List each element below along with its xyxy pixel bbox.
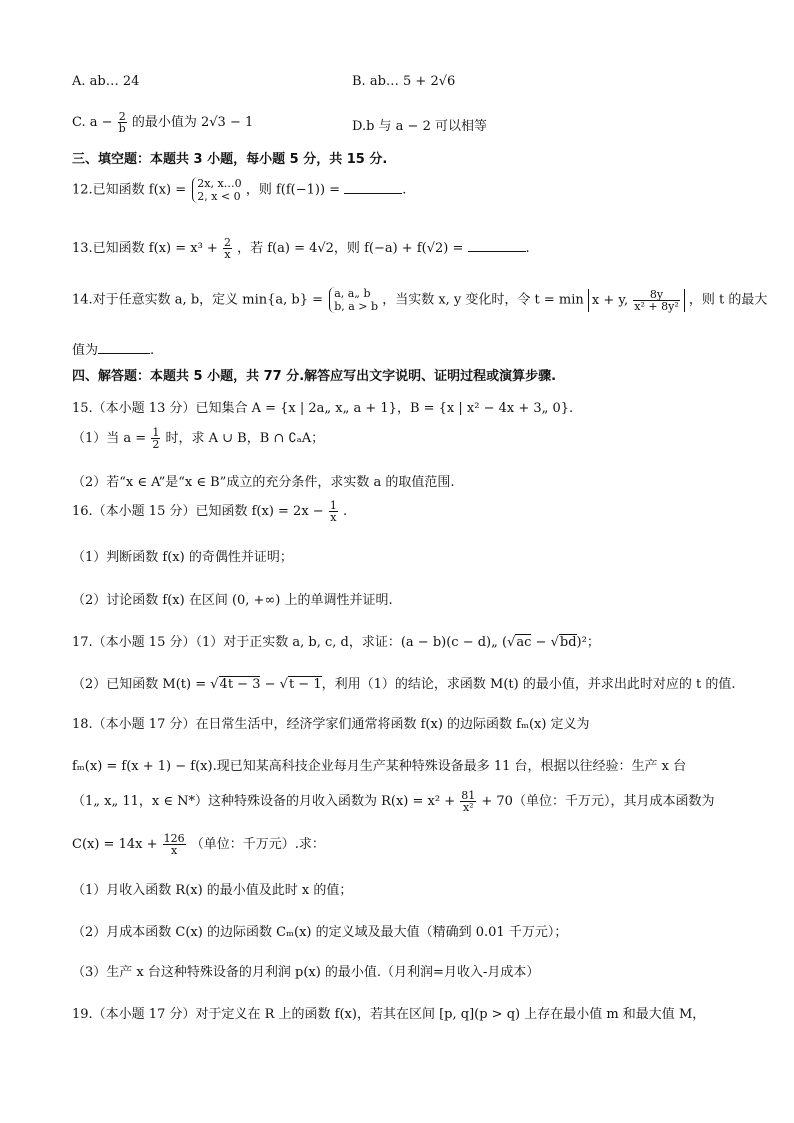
section-3-heading: 三、填空题：本题共 3 小题，每小题 5 分，共 15 分. (72, 152, 388, 167)
frac-denominator: 2 (152, 438, 160, 451)
q12-answer-blank[interactable] (344, 181, 402, 194)
frac-numerator: 1 (329, 499, 337, 512)
question-17-part-2: （2）已知函数 M(t) = √4t − 3 − √t − 1，利用（1）的结论，求函数 M(t) 的最小值，并求出此时对应的 t 的值. (72, 677, 736, 692)
question-16-part-2: （2）讨论函数 f(x) 在区间 (0, +∞) 上的单调性并证明. (72, 593, 393, 608)
q14-fraction (633, 289, 679, 312)
q17-p2-mid: − (260, 677, 280, 692)
question-14 (72, 287, 767, 313)
q14-answer-blank[interactable] (98, 341, 150, 354)
question-15-stem: 15.（本小题 13 分）已知集合 A = {x | 2a„ x„ a + 1}，B = {x | x² − 4x + 3„ 0}. (72, 401, 574, 416)
q14-middle: ，当实数 x, y 变化时，令 t = min (382, 292, 584, 308)
q17-stem-prefix: 17.（本小题 15 分）（1）对于正实数 a, b, c, d，求证：(a − b)(c − d)„ ( (72, 635, 508, 650)
question-18-part-3: （3）生产 x 台这种特殊设备的月利润 p(x) 的最小值.（月利润=月收入-月成本） (72, 965, 540, 980)
frac-numerator: 2 (223, 236, 231, 249)
option-b: B. ab… 5 + 2√6 (352, 74, 456, 89)
q16-stem-prefix: 16.（本小题 15 分）已知函数 f(x) = 2x − (72, 504, 324, 519)
q15-fraction (151, 427, 160, 450)
frac-denominator: x (330, 511, 337, 524)
q14-min-argument (588, 289, 685, 312)
frac-denominator: x (224, 248, 231, 261)
question-13: 13.已知函数 f(x) = x³ + $\frac{2}{x}$ ，若 f(a) = 4√2，则 f(−a) + f(√2) = . (72, 236, 530, 261)
q17-stem-mid: − (531, 635, 551, 650)
question-15-part-1 (72, 427, 324, 450)
question-15-part-2: （2）若“x ∈ A”是“x ∈ B”成立的充分条件，求实数 a 的取值范围. (72, 475, 455, 490)
q18-revenue-fraction (460, 790, 476, 813)
q16-fraction (329, 500, 338, 523)
question-18-line-4 (72, 833, 325, 856)
question-14-line-2: 值为 . (72, 343, 155, 358)
q12-suffix: ，则 f(f(−1)) = (245, 182, 341, 198)
q18-cost-fraction (163, 833, 186, 856)
q16-stem-suffix: . (342, 504, 348, 519)
q14-piecewise (329, 287, 378, 313)
option-c-suffix: 的最小值为 2√3 − 1 (131, 115, 254, 130)
section-4-heading: 四、解答题：本题共 5 小题，共 77 分.解答应写出文字说明、证明过程或演算步骤. (72, 369, 557, 384)
q14-prefix: 14.对于任意实数 a, b，定义 min{a, b} = (72, 292, 324, 308)
option-c-prefix: C. a − (72, 115, 113, 130)
q14-abs-prefix: x + y, (591, 292, 629, 308)
q12-prefix: 12.已知函数 f(x) = (72, 182, 187, 198)
question-17-stem: 17.（本小题 15 分）（1）对于正实数 a, b, c, d，求证：(a − b)(c − d)„ (√ac − √bd)²； (72, 635, 600, 650)
q14-piece-1: a, a„ b (334, 287, 371, 300)
q13-fraction (223, 237, 232, 260)
q17-stem-suffix: )²； (576, 635, 600, 650)
frac-denominator: x (171, 844, 178, 857)
q13-answer-blank[interactable] (468, 239, 526, 252)
frac-numerator: 2 (118, 110, 126, 123)
question-16-stem (72, 500, 347, 523)
frac-denominator: b (118, 122, 126, 135)
question-18-line-1: 18.（本小题 17 分）在日常生活中，经济学家们通常将函数 f(x) 的边际函数 fₘ(x) 定义为 (72, 717, 590, 732)
option-c-fraction (118, 111, 127, 134)
frac-denominator: x² + 8y² (634, 299, 679, 313)
question-18-part-1: （1）月收入函数 R(x) 的最小值及此时 x 的值； (72, 883, 353, 898)
q12-piece-1: 2x, x…0 (197, 177, 242, 190)
option-d: D.b 与 a − 2 可以相等 (352, 119, 487, 134)
question-16-part-1: （1）判断函数 f(x) 的奇偶性并证明； (72, 550, 293, 565)
q14-line2: 值为 (72, 343, 99, 358)
q14-piece-2: b, a > b (334, 300, 379, 313)
q17-p2-prefix: （2）已知函数 M(t) = (72, 677, 211, 692)
frac-numerator: 81 (461, 789, 476, 802)
q17-sqrt-4t-3: 4t − 3 (219, 677, 261, 692)
q12-piecewise (192, 177, 241, 203)
q14-suffix: ，则 t 的最大 (688, 292, 768, 308)
q18-line3-suffix: + 70（单位：千万元），其月成本函数为 (481, 794, 715, 809)
frac-denominator: x² (462, 801, 474, 814)
q12-piece-2: 2, x < 0 (197, 190, 241, 203)
frac-numerator: 126 (163, 832, 185, 845)
q18-line4-prefix: C(x) = 14x + (72, 837, 158, 852)
question-18-line-3 (72, 790, 714, 813)
question-18-line-2: fₘ(x) = f(x + 1) − f(x).现已知某高科技企业每月生产某种特殊设备最多 11 台，根据以往经验：生产 x 台 (72, 759, 687, 774)
option-a: A. ab… 24 (72, 74, 140, 89)
q15-p1-prefix: （1）当 a = (72, 431, 147, 446)
question-18-part-2: （2）月成本函数 C(x) 的边际函数 Cₘ(x) 的定义域及最大值（精确到 0.01 千万元）； (72, 925, 568, 940)
frac-numerator: 1 (152, 426, 160, 439)
option-c (72, 111, 253, 134)
q17-p2-suffix: ，利用（1）的结论，求函数 M(t) 的最小值，并求出此时对应的 t 的值. (321, 677, 736, 692)
q13-suffix: ，若 f(a) = 4√2，则 f(−a) + f(√2) = (237, 241, 464, 256)
q13-prefix: 13.已知函数 f(x) = x³ + (72, 241, 218, 256)
q18-line4-suffix: （单位：千万元）.求： (190, 837, 325, 852)
q15-p1-suffix: 时，求 A ∪ B，B ∩ ∁ₐA； (165, 431, 325, 446)
frac-numerator: 8y (633, 289, 679, 301)
q17-sqrt-t-1: t − 1 (288, 677, 322, 692)
q17-sqrt-bd: bd (559, 635, 577, 650)
question-12: 12.已知函数 f(x) = 2x, x…0 2, x < 0 ，则 f(f(−1)) = . (72, 177, 407, 203)
q17-sqrt-ac: ac (516, 635, 532, 650)
q18-line3-prefix: （1„ x„ 11，x ∈ N*）这种特殊设备的月收入函数为 R(x) = x² + (72, 794, 456, 809)
question-19-stem: 19.（本小题 17 分）对于定义在 R 上的函数 f(x)，若其在区间 [p, q](p > q) 上存在最小值 m 和最大值 M， (72, 1007, 706, 1022)
